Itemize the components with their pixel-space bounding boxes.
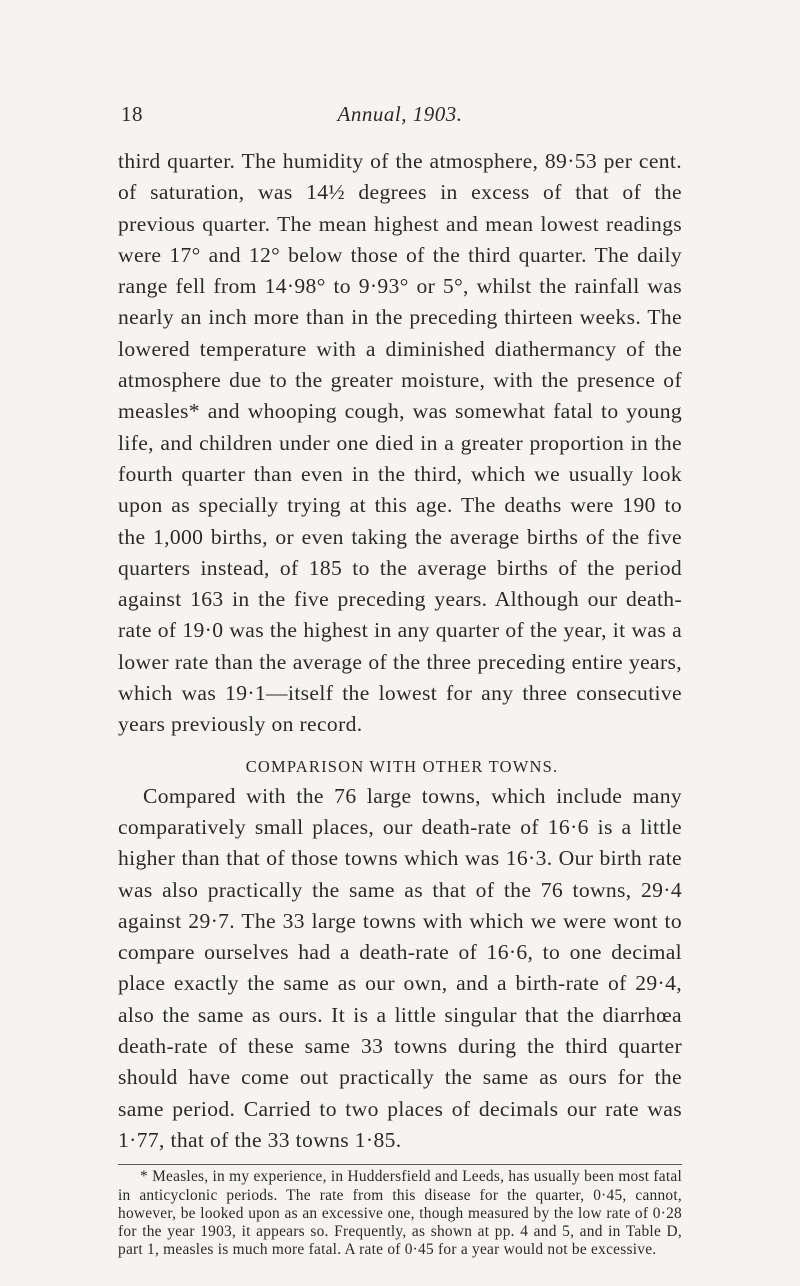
page-header (118, 102, 682, 138)
page-number: 18 (121, 102, 143, 126)
section-heading: COMPARISON WITH OTHER TOWNS. (245, 756, 559, 776)
document-page (118, 102, 682, 1260)
footnote-divider (118, 1164, 682, 1165)
paragraph-comparison: Compared with the 76 large towns, which include many comparatively small places, our death-rate of 16·6 is a little higher than that of those towns which was 16·3. Our birth rate was also practically the same as that of the 76 towns, 29·4 against 29·7. The 33 large towns with which we were wont to compare ourselves had a death-rate of 16·6, to one decimal place exactly the same as our own, and a birth-rate of 29·4, also the same as ours. It is a little singular that the diarrhœa death-rate of these same 33 towns during the third quarter should have come out practically the same as ours for the same period. Carried to two places of decimals our rate was 1·77, that of the 33 towns 1·85. (118, 783, 682, 1152)
footnote-measles: * Measles, in my experience, in Huddersfield and Leeds, has usually been most fatal in anticyclonic periods. The rate from this disease for the quarter, 0·45, cannot, however, be looked upon as an excessive one, though measured by the low rate of 0·28 for the year 1903, it appears so. Frequently, as shown at pp. 4 and 5, and in Table D, part 1, measles is much more fatal. A rate of 0·45 for a year would not be excessive. (118, 1168, 682, 1259)
paragraph-third-quarter: third quarter. The humidity of the atmosphere, 89·53 per cent. of saturation, was 14½ degrees in excess of that of the previous quarter. The mean highest and mean lowest readings were 17° and 12° below those of the third quarter. The daily range fell from 14·98° to 9·93° or 5°, whilst the rainfall was nearly an inch more than in the preceding thirteen weeks. The lowered temperature with a diminished diathermancy of the atmosphere due to the greater moisture, with the presence of measles* and whooping cough, was somewhat fatal to young life, and children under one died in a greater proportion in the fourth quarter than even in the third, which we usually look upon as specially trying at this age. The deaths were 190 to the 1,000 births, or even taking the average births of the five quarters instead, of 185 to the average births of the period against 163 in the five preceding years. Although our death-rate of 19·0 was the highest in any quarter of the year, it was a lower rate than the average of the three preceding entire years, which was 19·1—itself the lowest for any three consecutive years previously on record. (118, 149, 682, 737)
body-text (118, 146, 682, 1156)
running-title: Annual, 1903. (337, 102, 463, 126)
